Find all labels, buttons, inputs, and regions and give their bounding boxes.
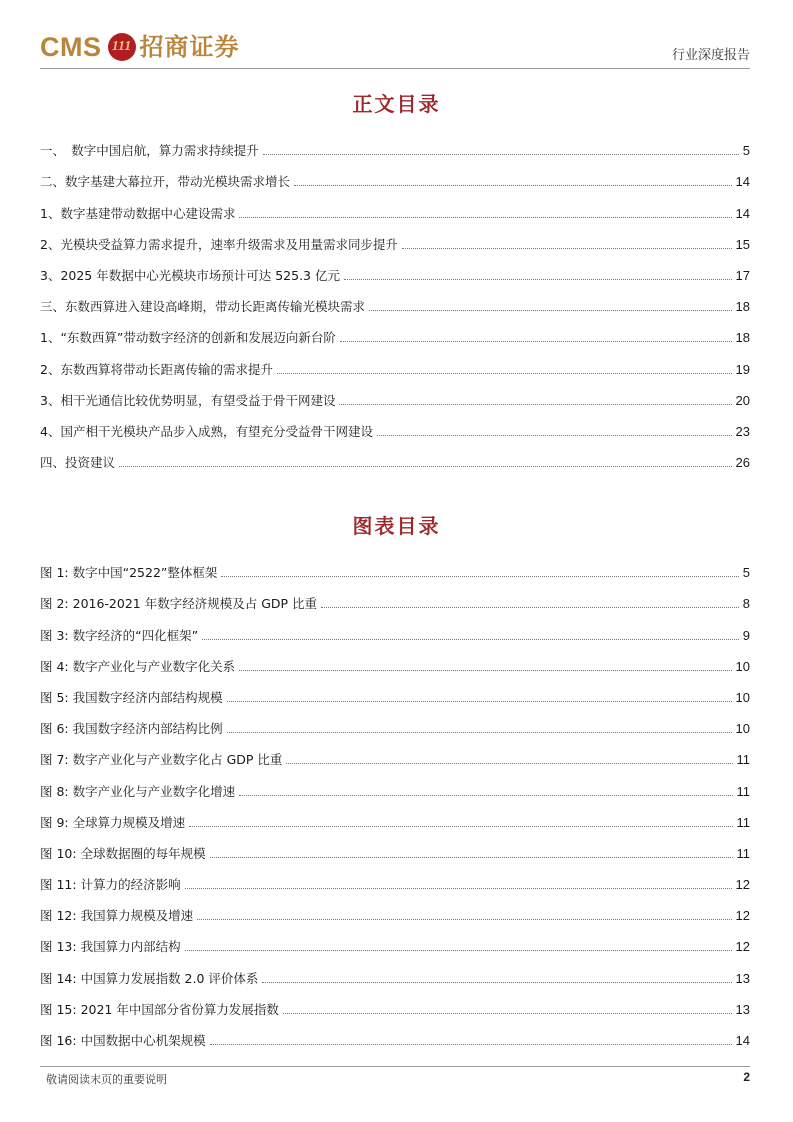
contents-entry-page: 20 xyxy=(735,392,750,408)
figure-entry[interactable] xyxy=(40,644,750,675)
dot-leader xyxy=(283,1013,732,1014)
dot-leader xyxy=(402,248,732,249)
figure-entry-label: 图 3: 数字经济的“四化框架” xyxy=(40,627,199,643)
dot-leader xyxy=(344,279,732,280)
dot-leader xyxy=(202,639,739,640)
contents-entry[interactable] xyxy=(40,284,750,315)
company-logo xyxy=(40,30,240,64)
figure-entry-page: 5 xyxy=(742,565,750,581)
dot-leader xyxy=(377,435,732,436)
dot-leader xyxy=(239,217,731,218)
figure-entry-page: 10 xyxy=(735,689,750,705)
contents-entry-label: 1、“东数西算”带动数字经济的创新和发展迈向新台阶 xyxy=(40,330,336,346)
contents-entry[interactable] xyxy=(40,346,750,377)
contents-entry-page: 19 xyxy=(735,361,750,377)
dot-leader xyxy=(263,154,739,155)
figure-entry-page: 12 xyxy=(735,877,750,893)
contents-entry-page: 14 xyxy=(735,205,750,221)
dot-leader xyxy=(185,888,732,889)
contents-entry-label: 3、相干光通信比较优势明显，有望受益于骨干网建设 xyxy=(40,392,336,408)
contents-entry-label: 三、东数西算进入建设高峰期，带动长距离传输光模块需求 xyxy=(40,299,366,315)
dot-leader xyxy=(294,185,732,186)
contents-list xyxy=(40,128,750,471)
contents-entry[interactable] xyxy=(40,440,750,471)
dot-leader xyxy=(227,701,732,702)
contents-entry-page: 14 xyxy=(735,174,750,190)
figure-entry[interactable] xyxy=(40,581,750,612)
figure-entry[interactable] xyxy=(40,675,750,706)
dot-leader xyxy=(286,763,732,764)
figure-entry-label: 图 14: 中国算力发展指数 2.0 评价体系 xyxy=(40,970,259,986)
figure-entry[interactable] xyxy=(40,800,750,831)
contents-entry-label: 一、 数字中国启航，算力需求持续提升 xyxy=(40,143,259,159)
figure-entry-label: 图 1: 数字中国“2522”整体框架 xyxy=(40,565,218,581)
contents-entry-page: 18 xyxy=(735,330,750,346)
contents-entry[interactable] xyxy=(40,222,750,253)
figure-entry-label: 图 12: 我国算力规模及增速 xyxy=(40,908,194,924)
figure-entry-label: 图 6: 我国数字经济内部结构比例 xyxy=(40,721,223,737)
figure-entry-label: 图 13: 我国算力内部结构 xyxy=(40,939,181,955)
dot-leader xyxy=(185,950,732,951)
dot-leader xyxy=(119,466,732,467)
figure-entry[interactable] xyxy=(40,831,750,862)
figure-entry-page: 12 xyxy=(735,908,750,924)
figure-entry-label: 图 4: 数字产业化与产业数字化关系 xyxy=(40,658,236,674)
contents-entry[interactable] xyxy=(40,159,750,190)
report-type-label: 行业深度报告 xyxy=(671,48,750,63)
contents-entry[interactable] xyxy=(40,378,750,409)
figure-entry-label: 图 8: 数字产业化与产业数字化增速 xyxy=(40,783,236,799)
figure-entry-page: 11 xyxy=(736,783,750,799)
dot-leader xyxy=(239,670,731,671)
figure-entry[interactable] xyxy=(40,706,750,737)
contents-title: 正文目录 xyxy=(352,92,441,116)
contents-entry[interactable] xyxy=(40,253,750,284)
header-divider xyxy=(40,68,750,69)
figure-entry[interactable] xyxy=(40,955,750,986)
figure-entry-page: 11 xyxy=(736,845,750,861)
figure-entry-label: 图 2: 2016-2021 年数字经济规模及占 GDP 比重 xyxy=(40,596,318,612)
contents-entry-page: 5 xyxy=(742,143,750,159)
figure-entry[interactable] xyxy=(40,862,750,893)
dot-leader xyxy=(227,732,732,733)
contents-entry-page: 17 xyxy=(735,267,750,283)
figure-entry-page: 11 xyxy=(736,814,750,830)
figure-entry-label: 图 10: 全球数据圈的每年规模 xyxy=(40,845,206,861)
page-number: 2 xyxy=(743,1070,750,1084)
logo-seal-icon: 111 xyxy=(108,33,136,61)
logo-cms-text: CMS xyxy=(40,32,102,62)
figure-entry-label: 图 15: 2021 年中国部分省份算力发展指数 xyxy=(40,1001,279,1017)
dot-leader xyxy=(369,310,732,311)
contents-entry-label: 3、2025 年数据中心光模块市场预计可达 525.3 亿元 xyxy=(40,267,340,283)
dot-leader xyxy=(340,341,732,342)
figures-title: 图表目录 xyxy=(352,514,441,538)
dot-leader xyxy=(221,576,738,577)
contents-entry-label: 2、光模块受益算力需求提升，速率升级需求及用量需求同步提升 xyxy=(40,236,398,252)
figure-entry-page: 11 xyxy=(736,752,750,768)
figure-entry[interactable] xyxy=(40,1018,750,1049)
figure-entry[interactable] xyxy=(40,550,750,581)
figure-entry[interactable] xyxy=(40,893,750,924)
dot-leader xyxy=(189,826,732,827)
figure-entry[interactable] xyxy=(40,987,750,1018)
dot-leader xyxy=(210,857,733,858)
dot-leader xyxy=(210,1044,732,1045)
dot-leader xyxy=(321,607,739,608)
figure-entry-page: 14 xyxy=(735,1033,750,1048)
figure-entry-label: 图 5: 我国数字经济内部结构规模 xyxy=(40,689,223,705)
dot-leader xyxy=(277,373,732,374)
dot-leader xyxy=(339,404,731,405)
logo-chinese-text: 招商证券 xyxy=(139,32,240,61)
contents-entry-page: 26 xyxy=(735,455,750,471)
figure-entry-label: 图 7: 数字产业化与产业数字化占 GDP 比重 xyxy=(40,752,283,768)
figure-entry-page: 13 xyxy=(735,1001,750,1017)
figure-entry-label: 图 11: 计算力的经济影响 xyxy=(40,877,181,893)
figure-entry-page: 10 xyxy=(735,658,750,674)
contents-entry-label: 4、国产相干光模块产品步入成熟，有望充分受益骨干网建设 xyxy=(40,423,373,439)
figure-entry[interactable] xyxy=(40,612,750,643)
figures-list xyxy=(40,550,750,1049)
contents-entry[interactable] xyxy=(40,315,750,346)
figure-entry-page: 8 xyxy=(742,596,750,612)
contents-entry-label: 二、数字基建大幕拉开，带动光模块需求增长 xyxy=(40,174,291,190)
contents-entry-page: 15 xyxy=(735,236,750,252)
contents-entry-page: 23 xyxy=(735,423,750,439)
figure-entry[interactable] xyxy=(40,768,750,799)
dot-leader xyxy=(197,919,731,920)
figure-entry-page: 9 xyxy=(742,627,750,643)
footer-divider xyxy=(40,1066,750,1067)
contents-entry[interactable] xyxy=(40,128,750,159)
contents-entry-page: 18 xyxy=(735,299,750,315)
figure-entry-page: 10 xyxy=(735,721,750,737)
contents-entry-label: 2、东数西算将带动长距离传输的需求提升 xyxy=(40,361,273,377)
figure-entry[interactable] xyxy=(40,737,750,768)
figure-entry-page: 12 xyxy=(735,939,750,955)
contents-entry-label: 1、数字基建带动数据中心建设需求 xyxy=(40,205,236,221)
footer-disclaimer-note: 敬请阅读末页的重要说明 xyxy=(46,1073,167,1086)
contents-entry[interactable] xyxy=(40,409,750,440)
figure-entry-label: 图 9: 全球算力规模及增速 xyxy=(40,814,186,830)
figure-entry-label: 图 16: 中国数据中心机架规模 xyxy=(40,1033,206,1048)
figure-entry[interactable] xyxy=(40,924,750,955)
dot-leader xyxy=(262,982,731,983)
contents-entry-label: 四、投资建议 xyxy=(40,455,116,471)
dot-leader xyxy=(239,795,732,796)
contents-entry[interactable] xyxy=(40,190,750,221)
figure-entry-page: 13 xyxy=(735,970,750,986)
